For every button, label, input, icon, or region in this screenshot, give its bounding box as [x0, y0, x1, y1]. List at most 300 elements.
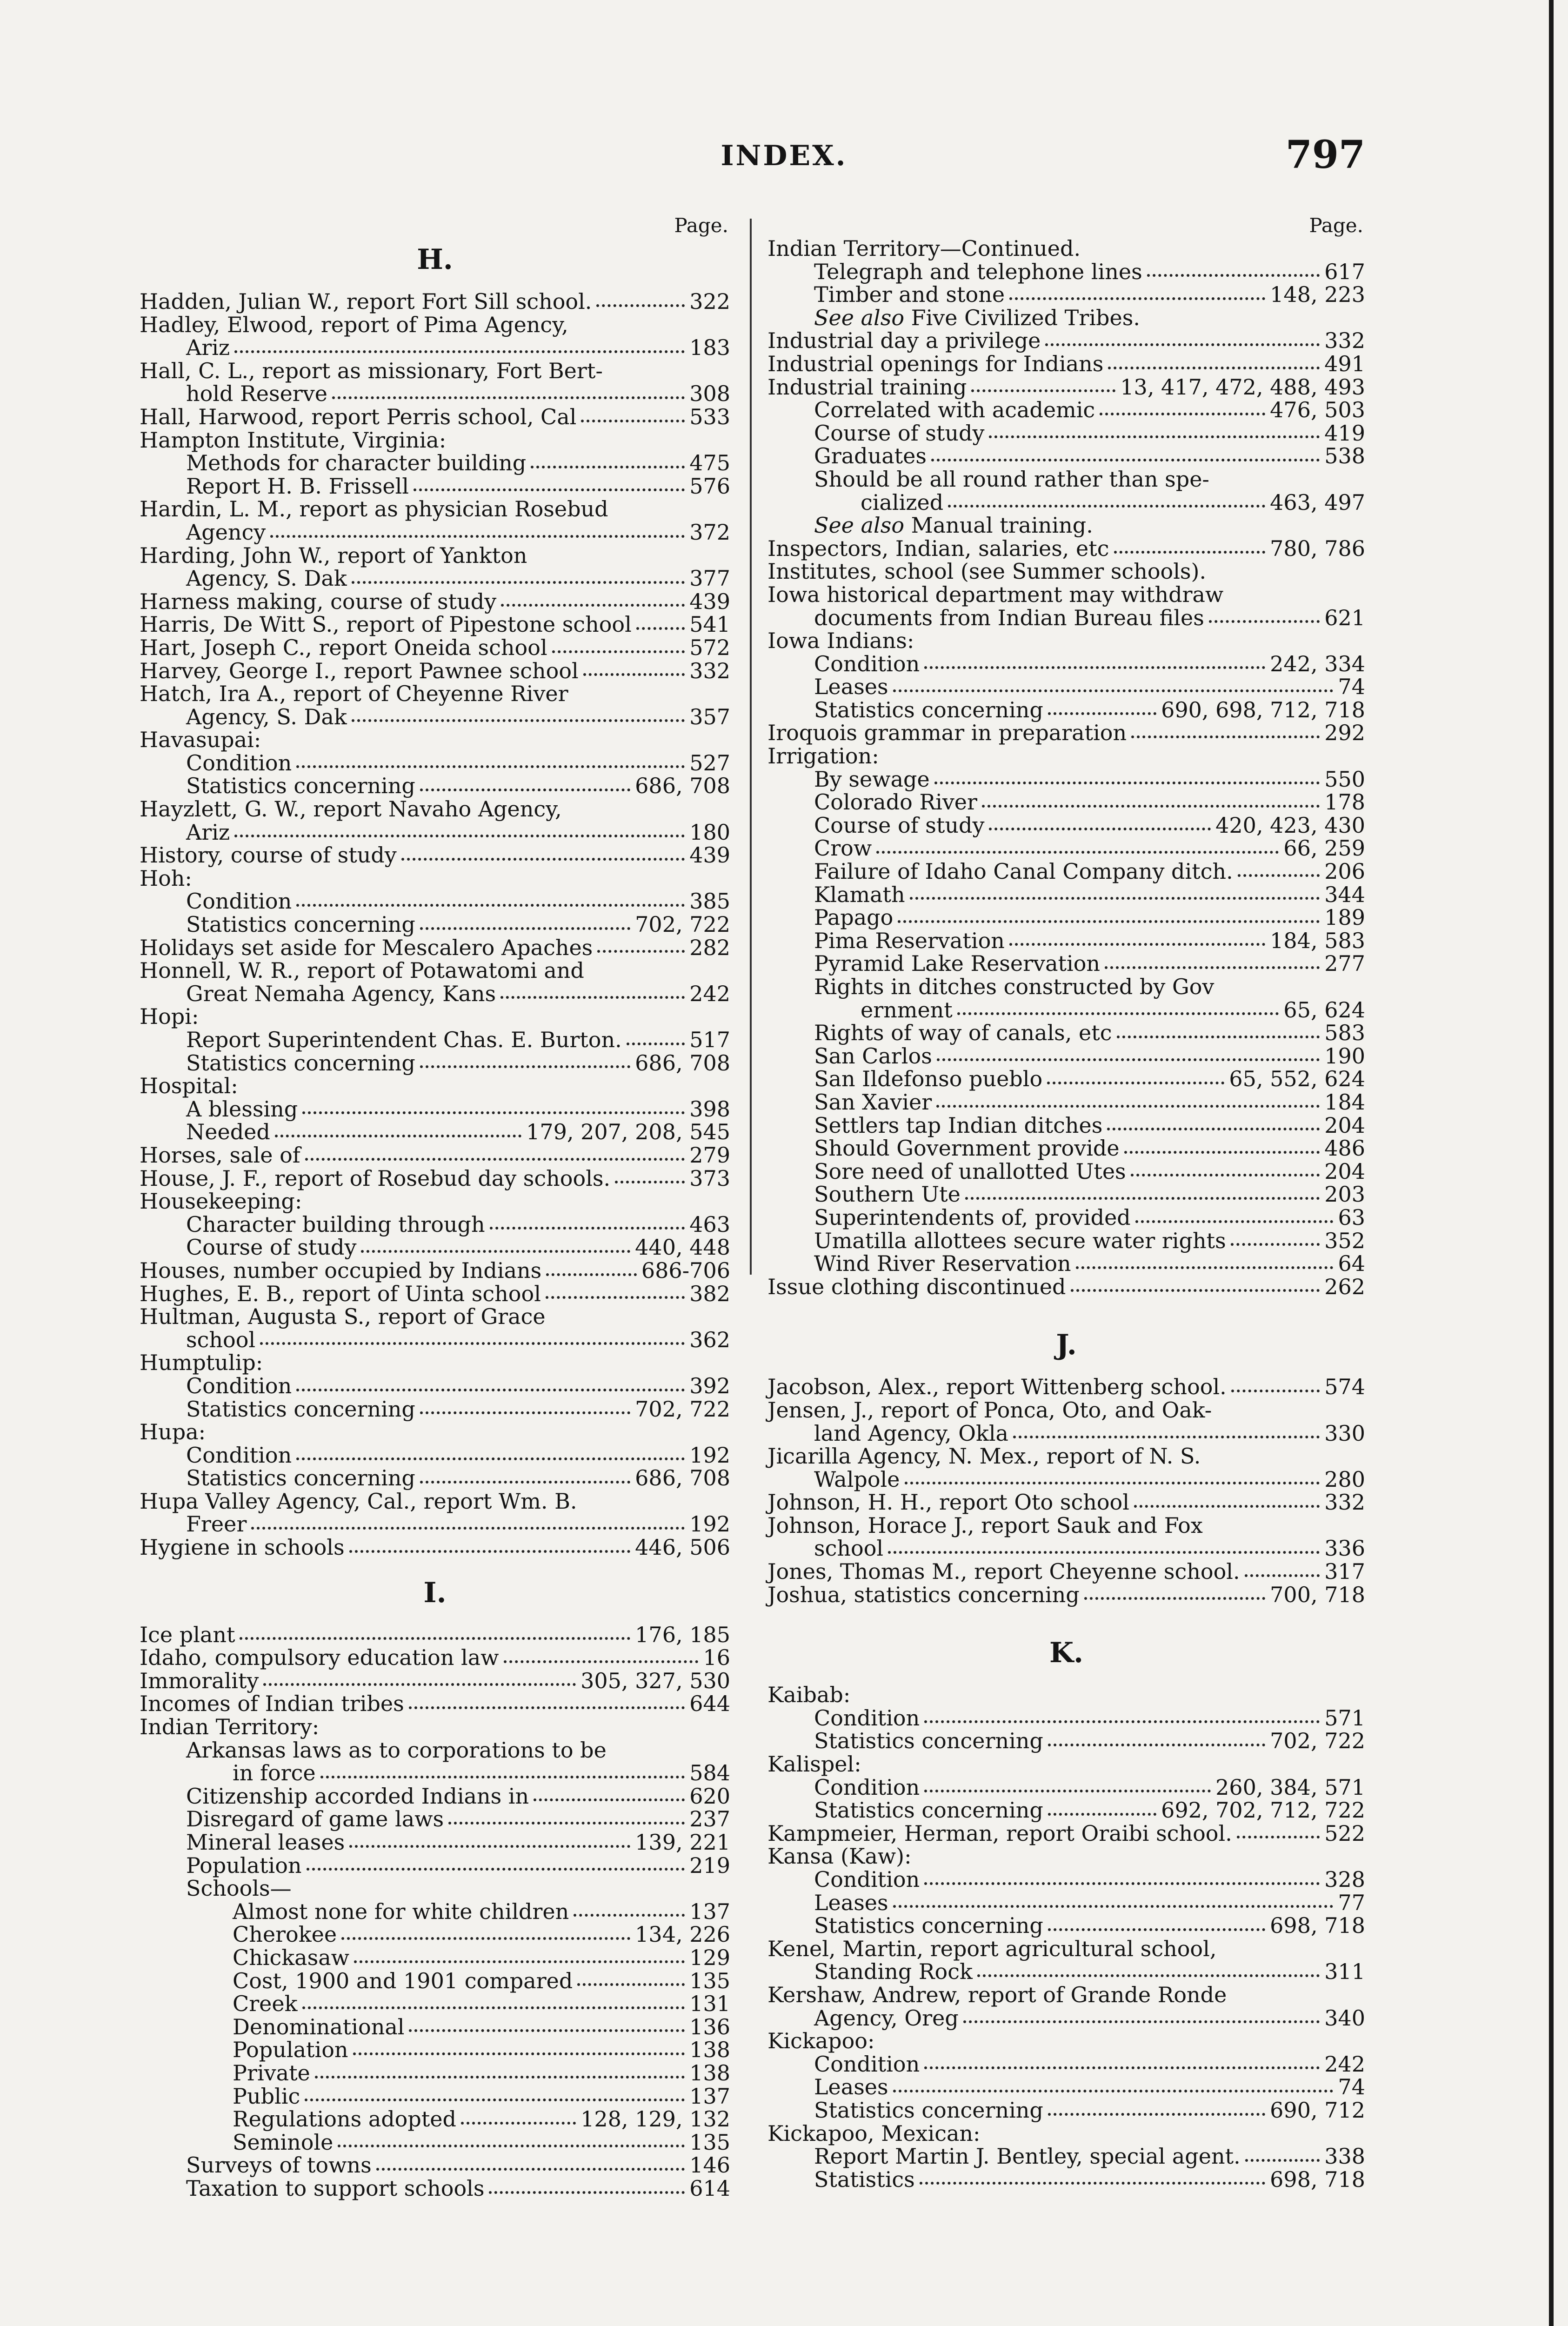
- dot-leader: [275, 1129, 521, 1137]
- index-entry: [767, 1822, 1365, 1845]
- dot-leader: [546, 1290, 685, 1299]
- dot-leader: [414, 483, 685, 491]
- entry-page: 440, 448: [635, 1235, 730, 1260]
- dot-leader: [934, 776, 1320, 784]
- entry-page: 340: [1324, 2005, 1365, 2031]
- index-entry: [767, 1022, 1365, 1045]
- entry-page: 146: [689, 2152, 730, 2178]
- entry-label: Report Martin J. Bentley, special agent.: [814, 2144, 1241, 2169]
- index-entry: [140, 1854, 730, 1878]
- dot-leader: [490, 1221, 685, 1230]
- entry-label: Agency: [186, 519, 266, 545]
- see-also-label: See also: [814, 305, 905, 330]
- entry-label: Disregard of game laws: [186, 1806, 444, 1832]
- dot-leader: [296, 1383, 685, 1391]
- index-entry: [140, 1670, 730, 1693]
- entry-page: 74: [1338, 674, 1365, 700]
- section-letter: K.: [1049, 1637, 1084, 1670]
- dot-leader: [1047, 1076, 1224, 1084]
- index-entry: [767, 283, 1365, 307]
- entry-label: Crow: [814, 835, 872, 861]
- dot-leader: [1237, 1830, 1320, 1838]
- dot-leader: [893, 1899, 1334, 1908]
- entry-page: 206: [1324, 859, 1365, 884]
- index-entry: [140, 890, 730, 913]
- entry-page: 13, 417, 472, 488, 493: [1120, 374, 1365, 400]
- entry-label: Condition: [814, 1774, 920, 1800]
- dot-leader: [251, 1521, 685, 1530]
- entry-page: 242: [1324, 2051, 1365, 2077]
- entry-page: 148, 223: [1270, 282, 1365, 307]
- entry-label: Freer: [186, 1511, 247, 1537]
- index-entry: [140, 636, 730, 660]
- dot-leader: [1245, 1569, 1320, 1577]
- entry-label: Report H. B. Frissell: [186, 473, 409, 499]
- dot-leader: [296, 898, 685, 907]
- dot-leader: [989, 430, 1320, 438]
- index-entry: [140, 1785, 730, 1808]
- entry-label: Denominational: [233, 2014, 405, 2039]
- entry-page: 574: [1324, 1374, 1365, 1400]
- dot-leader: [500, 990, 685, 999]
- entry-page: 419: [1324, 420, 1365, 446]
- entry-heading: Harding, John W., report of Yankton: [140, 542, 527, 568]
- index-entry: [140, 936, 730, 960]
- entry-page: 184, 583: [1270, 928, 1365, 953]
- page-edge: [1549, 0, 1554, 2326]
- entry-label: Statistics concerning: [814, 1728, 1043, 1754]
- dot-leader: [1048, 1738, 1265, 1746]
- dot-leader: [552, 645, 685, 653]
- dot-leader: [260, 1337, 685, 1345]
- entry-label: cialized: [861, 489, 944, 515]
- entry-page: 135: [689, 1968, 730, 1993]
- dot-leader: [577, 1978, 685, 1986]
- index-entry: [140, 775, 730, 798]
- entry-page: 491: [1324, 351, 1365, 376]
- dot-leader: [581, 414, 685, 422]
- index-entry: [767, 1468, 1365, 1491]
- entry-label: Cherokee: [233, 1922, 337, 1947]
- entry-label: Statistics concerning: [814, 1798, 1043, 1823]
- entry-label: school: [814, 1536, 884, 1561]
- entry-label: Population: [233, 2037, 348, 2063]
- index-entry: [767, 1206, 1365, 1230]
- entry-label: Character building through: [186, 1211, 485, 1237]
- entry-label: Public: [233, 2083, 300, 2109]
- entry-label: Condition: [814, 1705, 920, 1731]
- entry-page: 702, 722: [1270, 1728, 1365, 1754]
- dot-leader: [315, 2070, 685, 2079]
- entry-page: 690, 712: [1270, 2097, 1365, 2123]
- entry-page: 463, 497: [1270, 489, 1365, 515]
- index-entry: [767, 1276, 1365, 1299]
- entry-page: 308: [689, 381, 730, 407]
- entry-page: 260, 384, 571: [1215, 1774, 1365, 1800]
- dot-leader: [905, 1476, 1320, 1484]
- entry-label: Hart, Joseph C., report Oneida school: [140, 635, 547, 660]
- entry-label: San Carlos: [814, 1043, 932, 1069]
- entry-heading: Honnell, W. R., report of Potawatomi and: [140, 958, 584, 983]
- dot-leader: [627, 1037, 685, 1045]
- dot-leader: [636, 622, 685, 630]
- entry-page: 277: [1324, 951, 1365, 976]
- index-entry: [767, 883, 1365, 907]
- index-entry: [767, 329, 1365, 353]
- dot-leader: [597, 944, 685, 953]
- entry-page: 66, 259: [1283, 835, 1365, 861]
- index-entry: [140, 752, 730, 775]
- dot-leader: [936, 1099, 1320, 1108]
- entry-label: Industrial openings for Indians: [767, 351, 1104, 376]
- dot-leader: [924, 2061, 1320, 2069]
- entry-heading: Iowa Indians:: [767, 628, 914, 654]
- index-entry: [140, 406, 730, 429]
- index-entry: [767, 399, 1365, 422]
- entry-label: Needed: [186, 1119, 270, 1145]
- dot-leader: [1245, 2153, 1320, 2162]
- entry-label: Statistics: [814, 2166, 915, 2192]
- entry-label: Kampmeier, Herman, report Oraibi school.: [767, 1820, 1232, 1846]
- index-entry: [140, 1121, 730, 1144]
- entry-page: 242, 334: [1270, 651, 1365, 676]
- entry-label: Citizenship accorded Indians in: [186, 1783, 529, 1809]
- entry-label: Creek: [233, 1991, 298, 2017]
- entry-page: 377: [689, 566, 730, 591]
- index-entry: [140, 706, 730, 729]
- entry-label: Agency, S. Dak: [186, 566, 347, 591]
- entry-page: 352: [1324, 1228, 1365, 1253]
- index-entry: [767, 1799, 1365, 1822]
- dot-leader: [1048, 2107, 1265, 2116]
- entry-heading: Kansa (Kaw):: [767, 1844, 912, 1869]
- dot-leader: [320, 1770, 685, 1778]
- entry-label: Chickasaw: [233, 1945, 350, 1970]
- entry-page: 332: [689, 658, 730, 683]
- see-also-target: Manual training.: [904, 513, 1093, 538]
- entry-label: Population: [186, 1852, 302, 1878]
- entry-page: 178: [1324, 789, 1365, 815]
- entry-heading: Jensen, J., report of Ponca, Oto, and Oak-: [767, 1397, 1212, 1423]
- entry-label: Taxation to support schools: [186, 2175, 485, 2201]
- entry-label: school: [186, 1327, 256, 1352]
- entry-page: 203: [1324, 1182, 1365, 1207]
- entry-page: 617: [1324, 259, 1365, 284]
- entry-label: Statistics concerning: [814, 1913, 1043, 1938]
- index-entry: [140, 1536, 730, 1559]
- dot-leader: [924, 1715, 1320, 1723]
- index-entry: [767, 2076, 1365, 2099]
- entry-page: 533: [689, 404, 730, 429]
- entry-page: 176, 185: [635, 1622, 730, 1647]
- dot-leader: [924, 1877, 1320, 1885]
- entry-page: 614: [689, 2175, 730, 2201]
- index-entry: [767, 653, 1365, 676]
- index-entry: [140, 1624, 730, 1647]
- dot-leader: [893, 2084, 1334, 2092]
- dot-leader: [420, 783, 630, 791]
- index-entry: [767, 2099, 1365, 2122]
- entry-label: Settlers tap Indian ditches: [814, 1112, 1103, 1138]
- dot-leader: [361, 1244, 630, 1253]
- entry-label: Johnson, H. H., report Oto school: [767, 1490, 1129, 1515]
- dot-leader: [409, 1701, 685, 1709]
- entry-page: 65, 552, 624: [1229, 1066, 1365, 1092]
- entry-label: Standing Rock: [814, 1959, 973, 1985]
- entry-label: By sewage: [814, 766, 930, 792]
- dot-leader: [341, 1932, 630, 1940]
- index-entry: [767, 2168, 1365, 2192]
- entry-heading: Institutes, school (see Summer schools).: [767, 559, 1207, 584]
- dot-leader: [1117, 1030, 1320, 1038]
- entry-label: Sore need of unallotted Utes: [814, 1158, 1126, 1184]
- dot-leader: [270, 529, 685, 538]
- index-entry: [140, 1144, 730, 1167]
- dot-leader: [596, 299, 685, 307]
- entry-page: 702, 722: [635, 912, 730, 937]
- dot-leader: [1071, 1283, 1320, 1292]
- entry-label: Failure of Idaho Canal Company ditch.: [814, 859, 1233, 884]
- index-entry: [140, 1992, 730, 2016]
- entry-page: 527: [689, 750, 730, 775]
- entry-label: Should Government provide: [814, 1136, 1120, 1161]
- index-entry: [140, 2108, 730, 2131]
- entry-heading: Kickapoo, Mexican:: [767, 2120, 981, 2146]
- entry-page: 621: [1324, 605, 1365, 630]
- dot-leader: [957, 1007, 1279, 1015]
- dot-leader: [332, 391, 685, 399]
- entry-page: 338: [1324, 2144, 1365, 2169]
- dot-leader: [448, 1816, 685, 1825]
- entry-page: 446, 506: [635, 1535, 730, 1560]
- entry-heading: Iowa historical department may withdraw: [767, 582, 1224, 607]
- entry-heading: Kaibab:: [767, 1682, 851, 1708]
- entry-page: 463: [689, 1211, 730, 1237]
- entry-page: 550: [1324, 766, 1365, 792]
- index-entry: [140, 1646, 730, 1670]
- index-entry: [140, 1236, 730, 1259]
- index-entry: [767, 261, 1365, 284]
- dot-leader: [1100, 407, 1265, 415]
- right-column: [767, 214, 1365, 2191]
- entry-label: Course of study: [814, 420, 985, 446]
- entry-page: 620: [689, 1783, 730, 1809]
- index-entry: [140, 2177, 730, 2200]
- entry-page: 77: [1338, 1890, 1365, 1915]
- entry-page: 420, 423, 430: [1215, 812, 1365, 838]
- entry-page: 135: [689, 2129, 730, 2155]
- entry-page: 644: [689, 1691, 730, 1717]
- entry-page: 780, 786: [1270, 535, 1365, 561]
- dot-leader: [353, 2047, 685, 2055]
- dot-leader: [352, 714, 685, 722]
- entry-label: Jacobson, Alex., report Wittenberg school.: [767, 1374, 1227, 1400]
- entry-page: 16: [703, 1645, 730, 1671]
- entry-label: Pima Reservation: [814, 928, 1005, 953]
- page-column-heading: Page.: [1309, 214, 1363, 237]
- section-letter: I.: [423, 1576, 447, 1609]
- index-entry: [140, 660, 730, 683]
- dot-leader: [1231, 1237, 1320, 1246]
- dot-leader: [461, 2116, 576, 2125]
- index-entry: [767, 1776, 1365, 1799]
- entry-label: Statistics concerning: [814, 2097, 1043, 2123]
- entry-page: 179, 207, 208, 545: [526, 1119, 730, 1145]
- index-entry: [767, 1230, 1365, 1253]
- dot-leader: [1045, 338, 1320, 346]
- entry-heading: Schools—: [186, 1876, 292, 1901]
- entry-page: 476, 503: [1270, 397, 1365, 423]
- entry-page: 279: [689, 1142, 730, 1168]
- see-also-target: Five Civilized Tribes.: [904, 305, 1140, 330]
- dot-leader: [376, 2162, 685, 2171]
- index-entry: [140, 1213, 730, 1237]
- entry-page: 282: [689, 935, 730, 960]
- see-also-reference: [767, 307, 1365, 330]
- entry-label: Surveys of towns: [186, 2152, 372, 2178]
- index-section: [767, 237, 1365, 1298]
- index-entry: [140, 1283, 730, 1306]
- entry-label: Inspectors, Indian, salaries, etc: [767, 535, 1109, 561]
- entry-page: 571: [1324, 1705, 1365, 1731]
- index-entry: [767, 1491, 1365, 1514]
- dot-leader: [1114, 545, 1266, 554]
- index-entry: [767, 1560, 1365, 1584]
- index-entry: [140, 2062, 730, 2085]
- dot-leader: [1048, 1807, 1156, 1816]
- entry-heading: Hatch, Ira A., report of Cheyenne River: [140, 681, 568, 707]
- index-entry: [767, 1914, 1365, 1938]
- entry-label: Regulations adopted: [233, 2106, 456, 2132]
- entry-heading: Hupa:: [140, 1419, 206, 1445]
- entry-label: Walpole: [814, 1466, 900, 1492]
- index-entry: [140, 1946, 730, 1970]
- entry-heading: Hospital:: [140, 1073, 238, 1099]
- entry-heading: Humptulip:: [140, 1350, 263, 1376]
- entry-label: Immorality: [140, 1668, 259, 1693]
- entry-label: Statistics concerning: [814, 697, 1043, 722]
- index-entry: [767, 537, 1365, 561]
- entry-page: 475: [689, 450, 730, 476]
- entry-heading: Kershaw, Andrew, report of Grande Ronde: [767, 1982, 1227, 2007]
- entry-label: Rights of way of canals, etc: [814, 1020, 1112, 1046]
- entry-label: Papago: [814, 905, 894, 930]
- entry-page: 686, 708: [635, 1050, 730, 1076]
- index-entry: [767, 814, 1365, 837]
- index-entry: [140, 1808, 730, 1831]
- entry-page: 439: [689, 842, 730, 868]
- entry-heading: Hadley, Elwood, report of Pima Agency,: [140, 312, 568, 337]
- index-entry: [140, 521, 730, 544]
- index-entry: [767, 699, 1365, 722]
- dot-leader: [615, 1175, 685, 1183]
- entry-page: 63: [1338, 1204, 1365, 1230]
- entry-page: 192: [689, 1511, 730, 1537]
- index-entry: [140, 983, 730, 1006]
- entry-page: 184: [1324, 1089, 1365, 1115]
- entry-page: 322: [689, 289, 730, 314]
- entry-label: Methods for character building: [186, 450, 527, 476]
- left-column: [140, 214, 730, 2200]
- entry-label: land Agency, Okla: [814, 1420, 1008, 1446]
- entry-label: Cost, 1900 and 1901 compared: [233, 1968, 573, 1993]
- entry-page: 486: [1324, 1136, 1365, 1161]
- entry-label: San Xavier: [814, 1089, 932, 1115]
- index-entry: [767, 1868, 1365, 1892]
- entry-label: Statistics concerning: [186, 912, 415, 937]
- dot-leader: [504, 1655, 699, 1663]
- index-section: [140, 243, 730, 1560]
- dot-leader: [401, 852, 685, 861]
- entry-label: ernment: [861, 997, 953, 1023]
- entry-label: Ariz: [186, 819, 230, 845]
- entry-page: 137: [689, 2083, 730, 2109]
- dot-leader: [420, 1406, 630, 1414]
- entry-page: 262: [1324, 1274, 1365, 1299]
- entry-page: 190: [1324, 1043, 1365, 1069]
- entry-heading: Kickapoo:: [767, 2028, 875, 2054]
- entry-label: Hughes, E. B., report of Uinta school: [140, 1281, 541, 1306]
- dot-leader: [263, 1678, 576, 1686]
- index-entry: [767, 1114, 1365, 1137]
- entry-page: 692, 702, 712, 722: [1161, 1798, 1365, 1823]
- running-title: INDEX.: [721, 140, 847, 172]
- entry-heading: Hayzlett, G. W., report Navaho Agency,: [140, 796, 562, 822]
- index-entry: [140, 2131, 730, 2154]
- entry-label: Condition: [186, 889, 292, 914]
- dot-leader: [1209, 615, 1320, 623]
- dot-leader: [1048, 707, 1156, 715]
- index-entry: [767, 1584, 1365, 1607]
- entry-heading: Hultman, Augusta S., report of Grace: [140, 1304, 546, 1330]
- dot-leader: [583, 668, 685, 676]
- entry-heading: Kenel, Martin, report agricultural school,: [767, 1936, 1217, 1961]
- entry-heading: Havasupai:: [140, 727, 261, 753]
- section-letter: J.: [1056, 1329, 1077, 1362]
- index-section: [767, 1331, 1365, 1606]
- index-entry: [140, 2154, 730, 2177]
- index-section: [767, 1639, 1365, 2191]
- dot-leader: [307, 1862, 685, 1871]
- index-entry: [140, 1831, 730, 1854]
- dot-leader: [1009, 937, 1265, 946]
- index-entry: [767, 860, 1365, 883]
- index-entry: [767, 1707, 1365, 1730]
- index-entry: [140, 1970, 730, 1993]
- entry-page: 332: [1324, 1490, 1365, 1515]
- index-entry: [767, 1537, 1365, 1560]
- entry-label: Colorado River: [814, 789, 978, 815]
- entry-page: 576: [689, 473, 730, 499]
- entry-page: 686-706: [641, 1257, 730, 1283]
- dot-leader: [349, 1544, 631, 1553]
- entry-label: Hall, Harwood, report Perris school, Cal: [140, 404, 577, 429]
- entry-page: 584: [689, 1760, 730, 1786]
- dot-leader: [989, 822, 1211, 830]
- entry-page: 382: [689, 1281, 730, 1306]
- page-column-heading: Page.: [674, 214, 728, 237]
- entry-label: Timber and stone: [814, 282, 1005, 307]
- entry-label: Wind River Reservation: [814, 1251, 1071, 1277]
- index-sections: [140, 243, 730, 2201]
- entry-label: Southern Ute: [814, 1182, 961, 1207]
- dot-leader: [977, 1969, 1320, 1977]
- index-entry: [767, 837, 1365, 860]
- index-entry: [767, 906, 1365, 929]
- dot-leader: [1084, 1591, 1266, 1600]
- entry-heading: Hampton Institute, Virginia:: [140, 427, 447, 453]
- index-entry: [767, 1091, 1365, 1114]
